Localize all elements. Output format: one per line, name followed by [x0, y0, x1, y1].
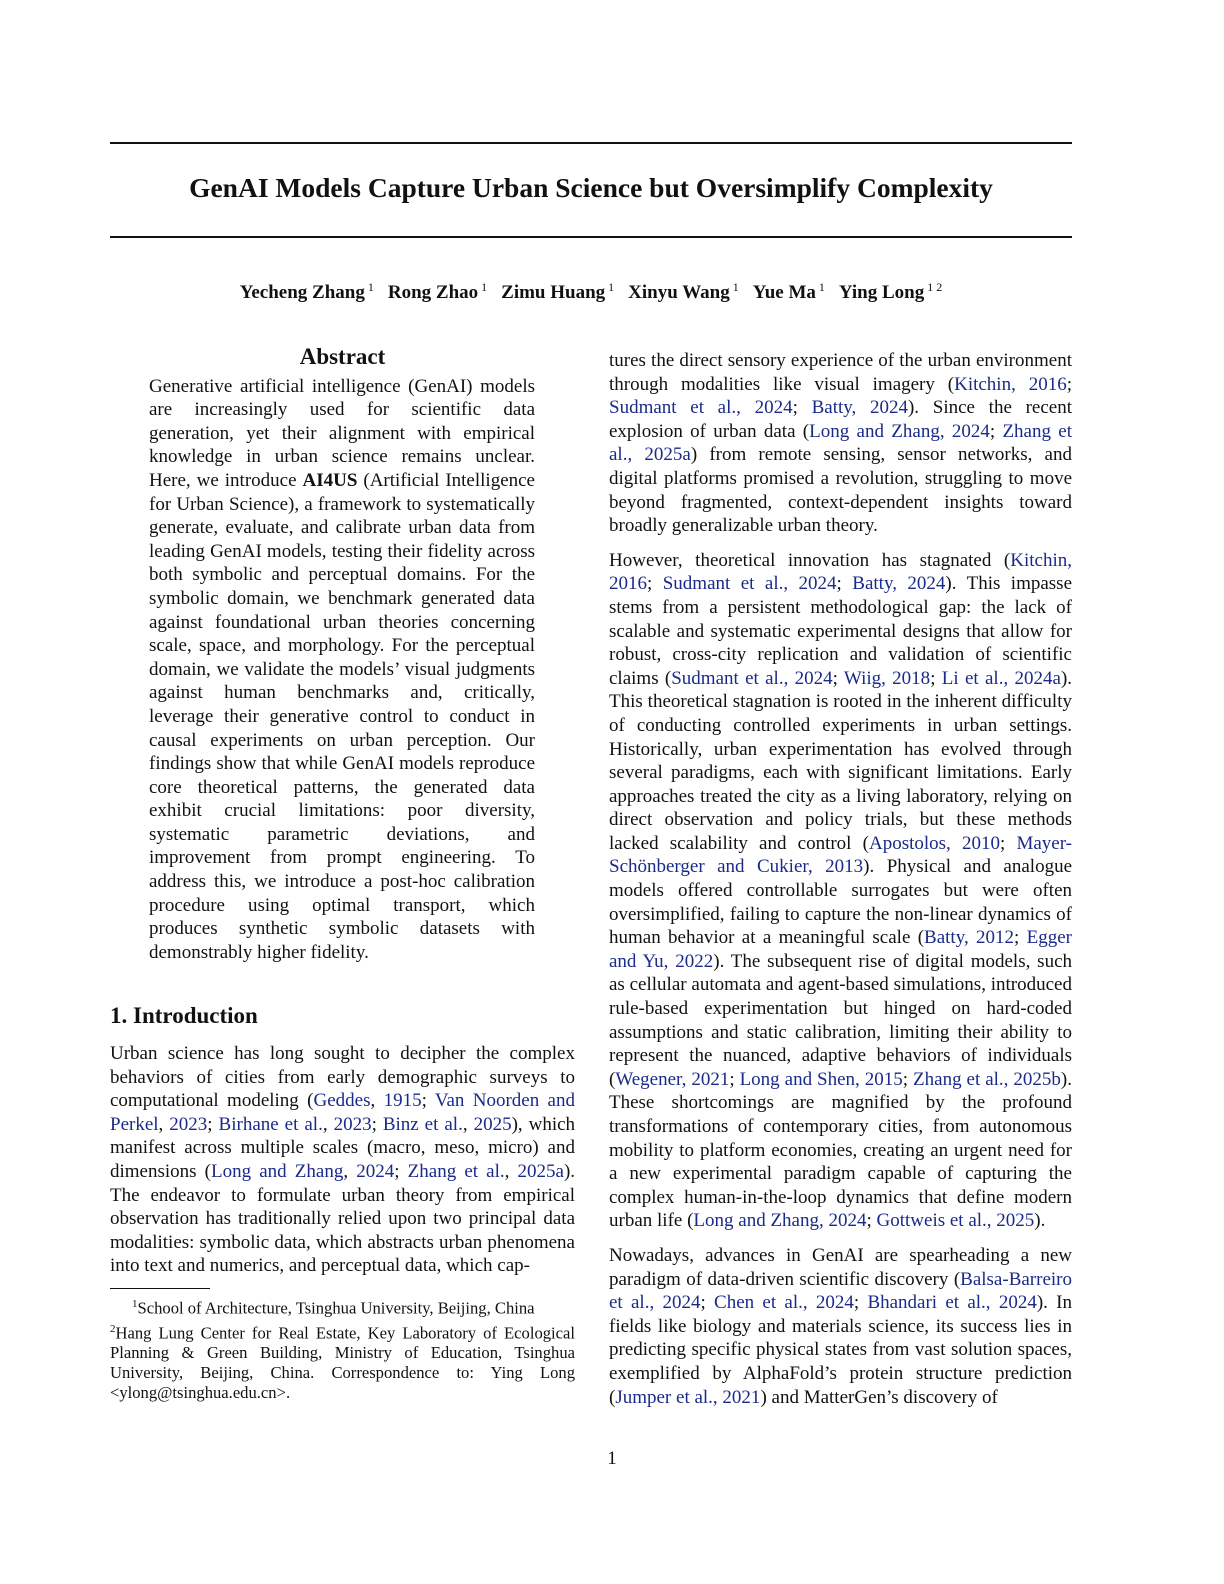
citation-link[interactable]: Zhang et al. — [407, 1161, 505, 1182]
body-text: ) and MatterGen’s discovery of — [760, 1386, 998, 1408]
body-text: ). This theoretical stagnation is rooted in the inherent difficulty of conducting controlled experiments in urban settings. Historically, urban experimentation has evolved through several paradigms, each with significant limitations. Early approaches treated the city as a living laboratory, relying on direct observation and policy trials, but these methods lacked scalability and control ( — [609, 667, 1073, 854]
intro-text: ; — [421, 1090, 435, 1112]
body-paragraph — [609, 549, 1072, 1233]
citation-link[interactable]: 2023 — [333, 1113, 372, 1135]
body-text: ; — [853, 1292, 868, 1314]
abstract-heading: Abstract — [299, 344, 386, 369]
citation-link[interactable]: Kitchin, 2016 — [609, 549, 1072, 595]
citation-link[interactable]: 2025 — [473, 1113, 512, 1135]
author-list — [110, 280, 1072, 304]
citation-link[interactable]: Li et al., 2024a — [941, 667, 1061, 689]
abstract-body — [149, 375, 535, 965]
body-text: ). Physical and analogue models offered controllable surrogates but were often oversimplified, failing to capture the non-linear dynamics of human behavior at a meaningful scale ( — [609, 856, 1072, 949]
author — [628, 282, 739, 303]
citation-link[interactable]: Sudmant et al., 2024 — [609, 397, 793, 419]
author-affiliation: 1 — [481, 280, 488, 294]
intro-text: ; — [394, 1161, 408, 1182]
body-text: ; — [1014, 927, 1027, 949]
intro-text: ). The endeavor to formulate urban theory from empirical observation has traditionally relied upon two principal data modalities: symbolic data, which abstracts urban phenomena into text and numerics, and perceptual data, which cap- — [110, 1161, 576, 1277]
author-name: Ying Long — [838, 282, 925, 304]
body-text: ; — [647, 573, 663, 595]
body-text: tures the direct sensory experience of the urban environment through modalities like visual imagery ( — [609, 350, 1072, 395]
body-text: ; — [866, 1210, 877, 1232]
body-text: ). These shortcomings are magnified by the profound transformations of contemporary cities, from autonomous mobility to platform economies, creating an urgent need for a new experimental paradigm capable of capturing the complex human-in-the-loop dynamics that define modern urban life ( — [609, 1068, 1072, 1232]
intro-text: , — [343, 1161, 357, 1182]
section-heading-introduction: 1. Introduction — [110, 1003, 258, 1029]
citation-link[interactable]: Batty, 2012 — [924, 927, 1015, 949]
body-text: ). — [1034, 1210, 1046, 1232]
footnote-text: School of Architecture, Tsinghua University, Beijing, China — [137, 1298, 535, 1318]
citation-link[interactable]: Long and Zhang, 2024 — [693, 1210, 867, 1232]
citation-link[interactable]: Apostolos, 2010 — [868, 832, 1000, 854]
body-text: ; — [989, 420, 1003, 442]
paper-title: GenAI Models Capture Urban Science but Oversimplify Complexity — [189, 172, 993, 203]
citation-link[interactable]: Long and Zhang — [211, 1161, 344, 1182]
body-text: ). This impasse stems from a persistent methodological gap: the lack of scalable and systematic experimental designs that allow for robust, cross-city replication and validation of scientific claims ( — [609, 573, 1073, 689]
body-text: ; — [1066, 373, 1072, 395]
footnote-1 — [110, 1294, 575, 1319]
abstract-bold-term: AI4US — [302, 469, 358, 491]
body-text: ; — [999, 832, 1017, 854]
citation-link[interactable]: Long and Shen, 2015 — [739, 1068, 903, 1090]
body-text: ; — [700, 1292, 715, 1314]
page-number: 1 — [607, 1448, 617, 1469]
citation-link[interactable]: Egger and Yu, 2022 — [609, 927, 1072, 972]
author-name: Yue Ma — [752, 282, 816, 304]
body-text: ; — [729, 1068, 740, 1090]
author-name: Rong Zhao — [387, 282, 479, 304]
intro-text: Urban science has long sought to decipher the complex behaviors of cities from early demographic surveys to computational modeling ( — [110, 1043, 575, 1112]
body-text: ). In fields like biology and materials science, its success lies in predicting specific physical states from vast solution spaces, exemplified by AlphaFold’s protein structure prediction ( — [609, 1292, 1073, 1408]
citation-link[interactable]: Batty, 2024 — [811, 397, 908, 419]
author-affiliation: 1 — [367, 280, 374, 294]
footnote-rule — [110, 1288, 210, 1289]
citation-link[interactable]: Binz et al. — [382, 1113, 463, 1135]
citation-link[interactable]: Bhandari et al., 2024 — [867, 1292, 1037, 1314]
citation-link[interactable]: Batty, 2024 — [852, 573, 946, 595]
author-affiliation: 1 — [732, 280, 739, 294]
title-top-rule — [110, 142, 1072, 144]
citation-link[interactable]: Chen et al., 2024 — [714, 1292, 854, 1314]
body-text: ; — [792, 397, 812, 419]
citation-link[interactable]: Gottweis et al., 2025 — [876, 1210, 1035, 1232]
body-text: ). The subsequent rise of digital models, such as cellular automata and agent-based simulations, introduced rule-based experimentation but hinged on hard-coded assumptions and static calibration, limiting their ability to represent the nuanced, adaptive behaviors of individuals ( — [609, 950, 1072, 1090]
author-name: Yecheng Zhang — [239, 282, 365, 304]
abstract-text-2: (Artificial Intelligence for Urban Science), a framework to systematically generate, evaluate, and calibrate urban data from leading GenAI models, testing their fidelity across both symbolic and perceptual domains. For the symbolic domain, we benchmark generated data against foundational urban theories concerning scale, space, and morphology. For the perceptual domain, we validate the models’ visual judgments against human benchmarks and, critically, leverage their generative control to conduct in causal experiments on urban perception. Our findings show that while GenAI models reproduce core theoretical patterns, the generated data exhibit crucial limitations: poor diversity, systematic parametric deviations, and improvement from prompt engineering. To address this, we introduce a post-hoc calibration procedure using optimal transport, which produces synthetic symbolic datasets with demonstrably higher fidelity. — [149, 469, 535, 963]
citation-link[interactable]: Jumper et al., 2021 — [615, 1386, 761, 1408]
title-bottom-rule — [110, 236, 1072, 238]
footnotes — [110, 1294, 575, 1403]
citation-link[interactable]: Geddes — [313, 1090, 371, 1112]
citation-link[interactable]: Balsa-Barreiro et al., 2024 — [609, 1268, 1072, 1314]
citation-link[interactable]: Kitchin, 2016 — [954, 373, 1067, 395]
body-text: ; — [836, 573, 853, 595]
body-text: Nowadays, advances in GenAI are spearheading a new paradigm of data-driven scientific discovery ( — [609, 1244, 1072, 1290]
citation-link[interactable]: 2024 — [356, 1161, 395, 1182]
citation-link[interactable]: Wiig, 2018 — [843, 667, 931, 689]
right-column — [609, 349, 1072, 1420]
body-text: ; — [930, 667, 942, 689]
citation-link[interactable]: Wegener, 2021 — [615, 1068, 730, 1090]
body-paragraph — [609, 349, 1072, 538]
citation-link[interactable]: 1915 — [383, 1090, 422, 1112]
body-text: ) from remote sensing, sensor networks, and digital platforms promised a revolution, struggling to move beyond fragmented, context-dependent insights toward broadly generalizable urban theory. — [609, 444, 1072, 537]
intro-paragraph — [110, 1042, 575, 1278]
intro-text: ; — [207, 1113, 219, 1135]
intro-text: , — [504, 1161, 518, 1182]
author-name: Xinyu Wang — [628, 282, 730, 304]
citation-link[interactable]: Zhang et al., 2025a — [609, 420, 1072, 466]
author — [501, 282, 614, 303]
citation-link[interactable]: 2025a — [517, 1161, 564, 1182]
author — [240, 282, 374, 303]
body-paragraph — [609, 1244, 1072, 1409]
left-column — [110, 345, 575, 1403]
author-affiliation: 1 2 — [927, 280, 943, 294]
intro-text: , — [370, 1090, 384, 1112]
body-text: However, theoretical innovation has stagnated ( — [609, 549, 1011, 571]
body-text: ). Since the recent explosion of urban data ( — [609, 397, 1073, 442]
author — [388, 282, 487, 303]
author-affiliation: 1 — [608, 280, 615, 294]
intro-text: , — [322, 1113, 334, 1135]
citation-link[interactable]: Zhang et al., 2025b — [913, 1068, 1061, 1090]
citation-link[interactable]: Birhane et al. — [218, 1113, 323, 1135]
footnote-mark: 2 — [110, 1322, 116, 1335]
intro-text: ), which manifest across multiple scales (macro, meso, micro) and dimensions ( — [110, 1113, 576, 1182]
footnote-2 — [110, 1319, 575, 1404]
citation-link[interactable]: Long and Zhang, 2024 — [809, 420, 990, 442]
citation-link[interactable]: Sudmant et al., 2024 — [662, 573, 837, 595]
citation-link[interactable]: Mayer-Schönberger and Cukier, 2013 — [609, 832, 1072, 878]
citation-link[interactable]: Sudmant et al., 2024 — [671, 667, 833, 689]
author-affiliation: 1 — [818, 280, 825, 294]
author — [839, 282, 942, 303]
footnote-text: Hang Lung Center for Real Estate, Key Laboratory of Ecological Planning & Green Building, Ministry of Education, Tsinghua University, Beijing, China. Correspondence to: Ying Long <ylong@tsinghua.edu.cn>. — [110, 1323, 575, 1403]
abstract-text-1: Generative artificial intelligence (GenAI) models are increasingly used for scientific data generation, yet their alignment with empirical knowledge in urban science remains unclear. Here, we introduce — [149, 375, 535, 491]
citation-link[interactable]: Van Noorden and Perkel — [110, 1090, 575, 1135]
intro-text: ; — [371, 1113, 383, 1135]
body-text: ; — [832, 667, 844, 689]
intro-text: , — [462, 1113, 474, 1135]
footnote-mark: 1 — [132, 1297, 138, 1310]
body-text: ; — [902, 1068, 914, 1090]
intro-text: , — [158, 1113, 170, 1135]
author — [753, 282, 825, 303]
author-name: Zimu Huang — [501, 282, 606, 304]
citation-link[interactable]: 2023 — [169, 1113, 208, 1135]
